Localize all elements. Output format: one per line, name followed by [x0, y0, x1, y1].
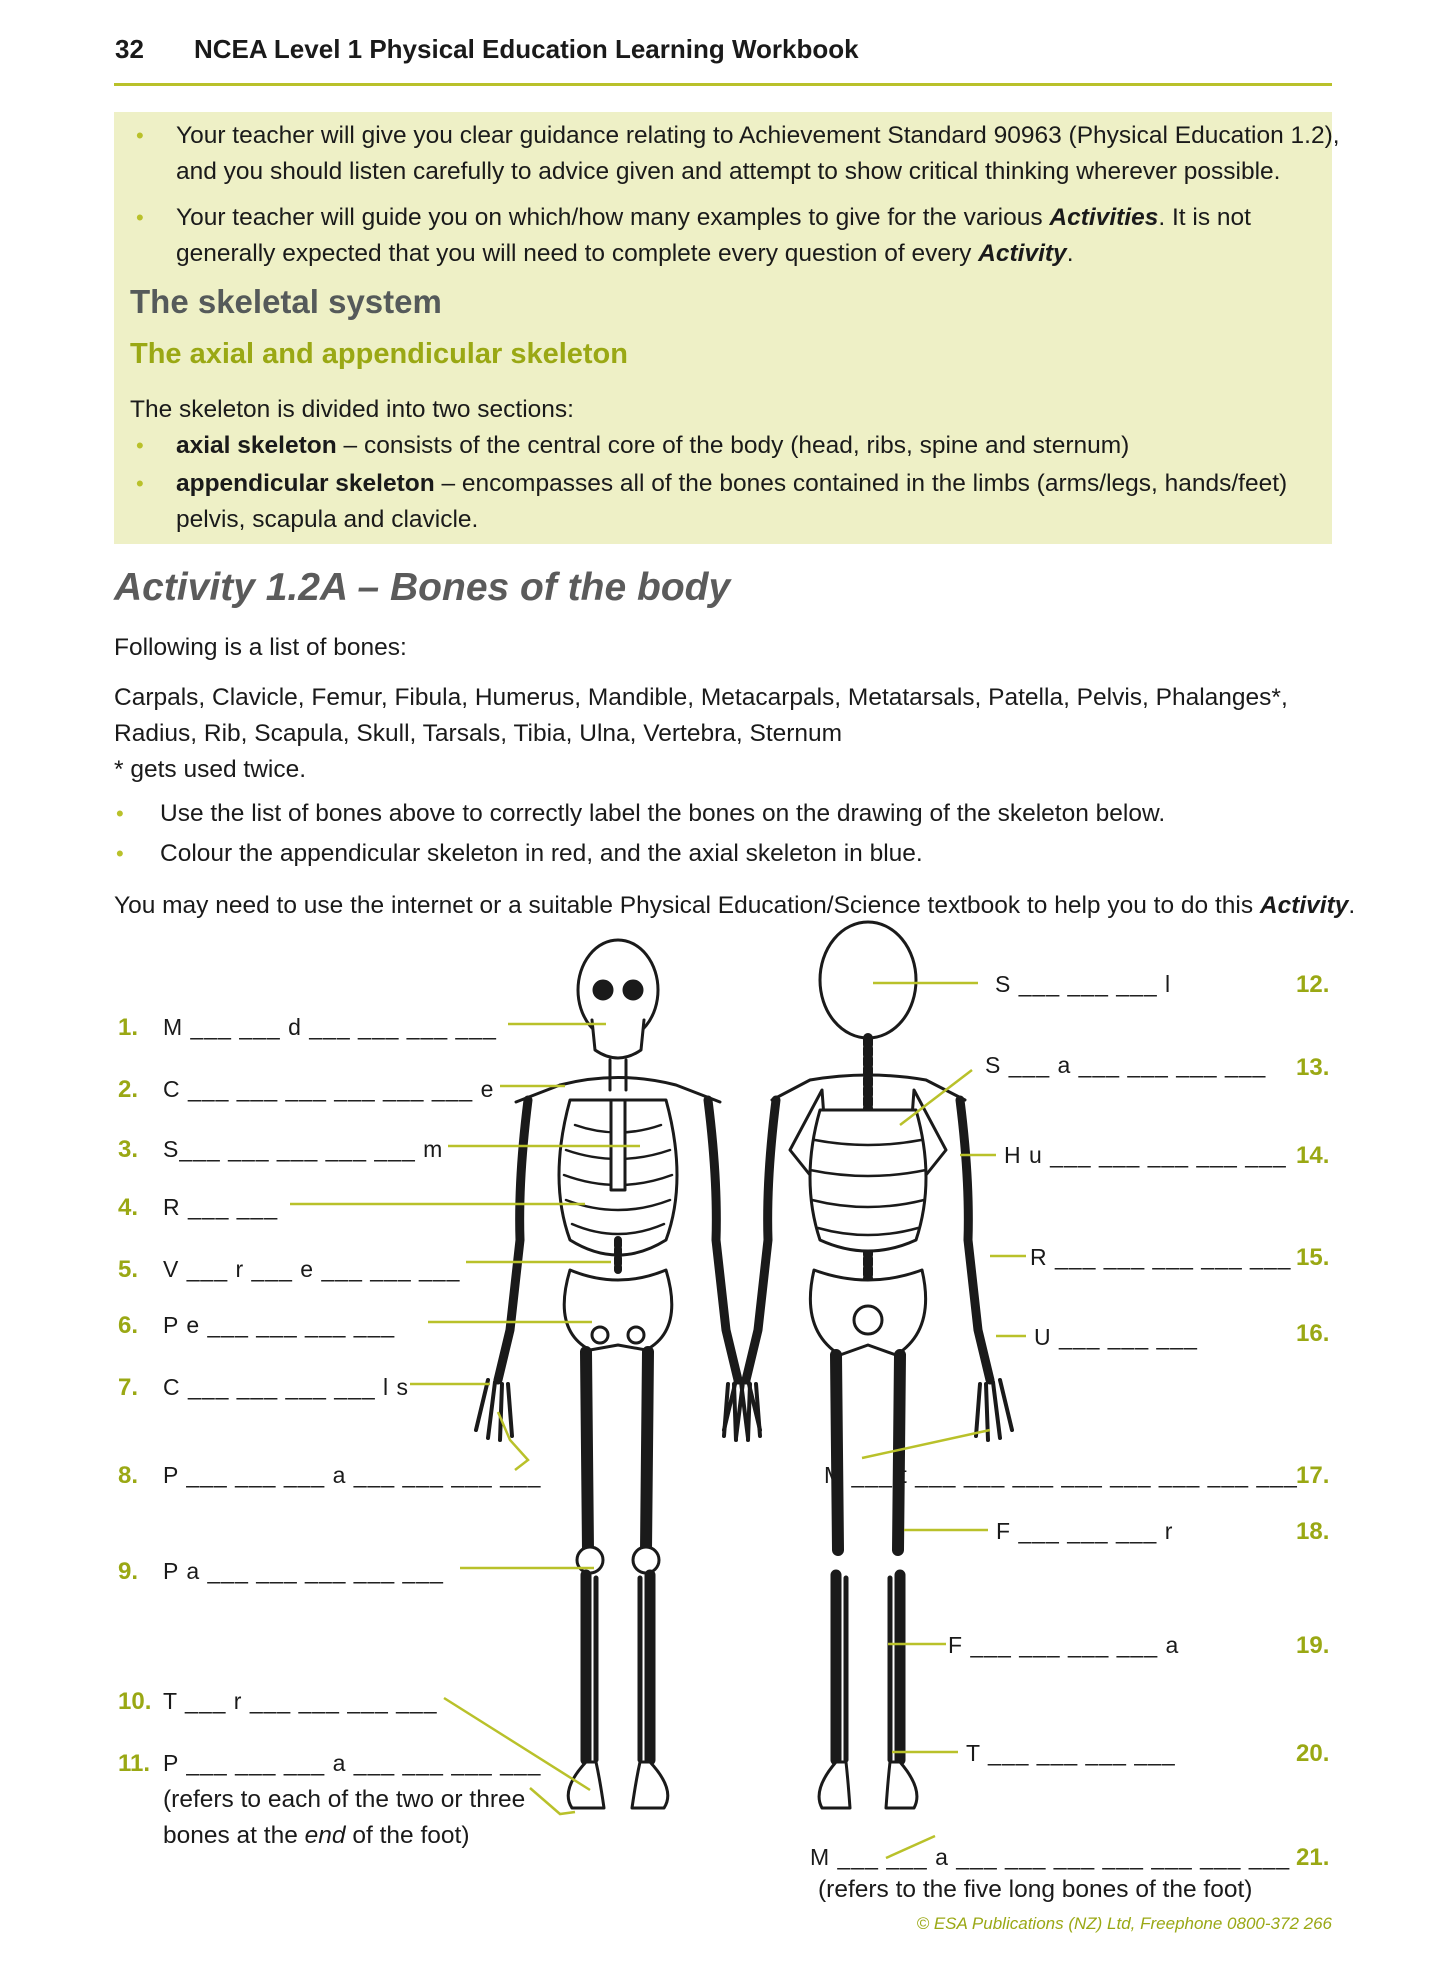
- front-left-foot: [568, 1762, 604, 1808]
- intro-bullet-2: • Your teacher will guide you on which/how many examples to give for the various Activities. It is not generally expected that you will need to complete every question of every Activity.: [136, 204, 1251, 267]
- label-num-4: 4.: [118, 1194, 139, 1221]
- note-11: (refers to each of the two or three bones at the end of the foot): [163, 1786, 526, 1849]
- label-num-10: 10.: [118, 1688, 152, 1715]
- label-num-5: 5.: [118, 1256, 139, 1283]
- blank-label-15[interactable]: R ___ ___ ___ ___ ___: [1030, 1244, 1292, 1270]
- running-header: NCEA Level 1 Physical Education Learning Workbook: [194, 34, 859, 64]
- blank-label-11[interactable]: P ___ ___ ___ a ___ ___ ___ ___: [163, 1750, 542, 1776]
- blank-label-8[interactable]: P ___ ___ ___ a ___ ___ ___ ___: [163, 1462, 542, 1488]
- label-num-3: 3.: [118, 1136, 139, 1163]
- blank-label-6[interactable]: P e ___ ___ ___ ___: [163, 1312, 396, 1338]
- blank-label-3[interactable]: S___ ___ ___ ___ ___ m: [163, 1136, 444, 1162]
- blank-label-19[interactable]: F ___ ___ ___ ___ a: [948, 1632, 1180, 1658]
- label-num-6: 6.: [118, 1312, 139, 1339]
- label-num-13: 13.: [1296, 1054, 1330, 1081]
- instruction-1: • Use the list of bones above to correctly label the bones on the drawing of the skeleton below.: [116, 800, 1166, 827]
- appendicular-bullet: • appendicular skeleton – encompasses all of the bones contained in the limbs (arms/legs, hands/feet) pelvis, scapula and clavicle.: [136, 470, 1288, 533]
- blank-label-7[interactable]: C ___ ___ ___ ___ l s: [163, 1374, 410, 1400]
- label-num-20: 20.: [1296, 1740, 1330, 1767]
- blank-label-16[interactable]: U ___ ___ ___: [1034, 1324, 1198, 1350]
- label-num-17: 17.: [1296, 1462, 1330, 1489]
- instruction-2: • Colour the appendicular skeleton in red, and the axial skeleton in blue.: [116, 840, 923, 867]
- blank-label-12[interactable]: S ___ ___ ___ l: [995, 971, 1172, 997]
- label-num-18: 18.: [1296, 1518, 1330, 1545]
- label-num-12: 12.: [1296, 971, 1330, 998]
- label-num-16: 16.: [1296, 1320, 1330, 1347]
- blank-label-9[interactable]: P a ___ ___ ___ ___ ___: [163, 1558, 444, 1584]
- blank-label-10[interactable]: T ___ r ___ ___ ___ ___: [163, 1688, 438, 1714]
- label-num-21: 21.: [1296, 1844, 1330, 1871]
- section-heading: The skeletal system: [130, 283, 442, 320]
- blank-label-14[interactable]: H u ___ ___ ___ ___ ___: [1004, 1142, 1287, 1168]
- label-num-19: 19.: [1296, 1632, 1330, 1659]
- front-mandible: [592, 1020, 644, 1058]
- label-num-9: 9.: [118, 1558, 139, 1585]
- back-right-foot: [886, 1762, 917, 1808]
- label-num-2: 2.: [118, 1076, 139, 1103]
- label-num-7: 7.: [118, 1374, 139, 1401]
- blank-label-5[interactable]: V ___ r ___ e ___ ___ ___: [163, 1256, 461, 1282]
- blank-label-20[interactable]: T ___ ___ ___ ___: [966, 1740, 1176, 1766]
- front-pelvis: [564, 1270, 672, 1350]
- page-number: 32: [115, 34, 144, 64]
- blank-label-13[interactable]: S ___ a ___ ___ ___ ___: [985, 1052, 1267, 1078]
- skeleton-intro: The skeleton is divided into two sections:: [130, 396, 574, 423]
- label-num-11: 11.: [118, 1750, 151, 1777]
- intro-bullet-1: • Your teacher will give you clear guidance relating to Achievement Standard 90963 (Physical Education 1.2), and you should listen carefully to advice given and attempt to show critical thinking wherever possible.: [136, 122, 1340, 185]
- blank-label-4[interactable]: R ___ ___: [163, 1194, 279, 1220]
- back-skull: [820, 922, 916, 1038]
- blank-label-18[interactable]: F ___ ___ ___ r: [996, 1518, 1174, 1544]
- note-21: (refers to the five long bones of the foot): [818, 1876, 1253, 1903]
- bone-list: Carpals, Clavicle, Femur, Fibula, Humerus, Mandible, Metacarpals, Metatarsals, Patella, Pelvis, Phalanges*, Radius, Rib, Scapula, Skull, Tarsals, Tibia, Ulna, Vertebra, Sternum * gets used twice.: [114, 684, 1288, 783]
- label-num-14: 14.: [1296, 1142, 1330, 1169]
- footer-copyright: © ESA Publications (NZ) Ltd, Freephone 0800-372 266: [916, 1914, 1332, 1933]
- blank-label-1[interactable]: M ___ ___ d ___ ___ ___ ___: [163, 1014, 497, 1040]
- bone-list-intro: Following is a list of bones:: [114, 634, 407, 661]
- front-right-foot: [632, 1762, 668, 1808]
- back-left-foot: [819, 1762, 850, 1808]
- help-text: You may need to use the internet or a suitable Physical Education/Science textbook to help you to do this Activity.: [114, 892, 1356, 919]
- back-skeleton: [724, 922, 1012, 1808]
- axial-bullet: • axial skeleton – consists of the central core of the body (head, ribs, spine and sternum): [136, 432, 1130, 459]
- blank-label-2[interactable]: C ___ ___ ___ ___ ___ ___ e: [163, 1076, 495, 1102]
- label-num-15: 15.: [1296, 1244, 1330, 1271]
- label-num-8: 8.: [118, 1462, 139, 1489]
- blank-label-17[interactable]: M ___ t ___ ___ ___ ___ ___ ___ ___ ___: [824, 1462, 1298, 1488]
- section-subheading: The axial and appendicular skeleton: [130, 338, 628, 370]
- front-skeleton: [476, 940, 760, 1808]
- label-num-1: 1.: [118, 1014, 139, 1041]
- blank-label-21[interactable]: M ___ ___ a ___ ___ ___ ___ ___ ___ ___: [810, 1844, 1291, 1870]
- activity-title: Activity 1.2A – Bones of the body: [114, 566, 731, 609]
